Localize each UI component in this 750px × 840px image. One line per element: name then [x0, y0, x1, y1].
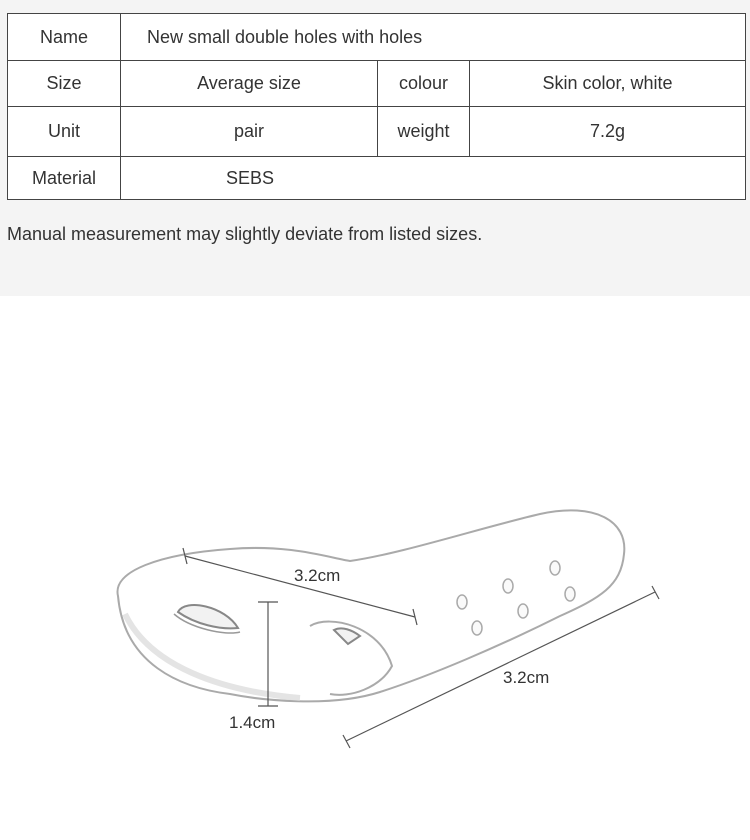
product-diagram	[0, 296, 750, 835]
dimension-side-label: 3.2cm	[503, 668, 550, 687]
name-label: Name	[8, 14, 121, 61]
table-row	[8, 14, 746, 61]
spec-panel	[0, 0, 750, 296]
weight-value: 7.2g	[470, 107, 746, 157]
toe-cover-illustration	[0, 296, 750, 835]
dimension-top-label: 3.2cm	[294, 566, 341, 585]
measurement-note: Manual measurement may slightly deviate from listed sizes.	[7, 224, 483, 244]
weight-label: weight	[378, 107, 470, 157]
dimension-height-label: 1.4cm	[229, 713, 276, 732]
unit-label: Unit	[8, 107, 121, 157]
name-value: New small double holes with holes	[121, 14, 746, 61]
colour-label: colour	[378, 61, 470, 107]
material-label: Material	[8, 157, 121, 200]
table-row	[8, 107, 746, 157]
size-value: Average size	[121, 61, 378, 107]
colour-value: Skin color, white	[470, 61, 746, 107]
table-row	[8, 61, 746, 107]
unit-value: pair	[121, 107, 378, 157]
material-value: SEBS	[121, 157, 746, 200]
spec-table	[7, 13, 746, 200]
table-row	[8, 157, 746, 200]
size-label: Size	[8, 61, 121, 107]
